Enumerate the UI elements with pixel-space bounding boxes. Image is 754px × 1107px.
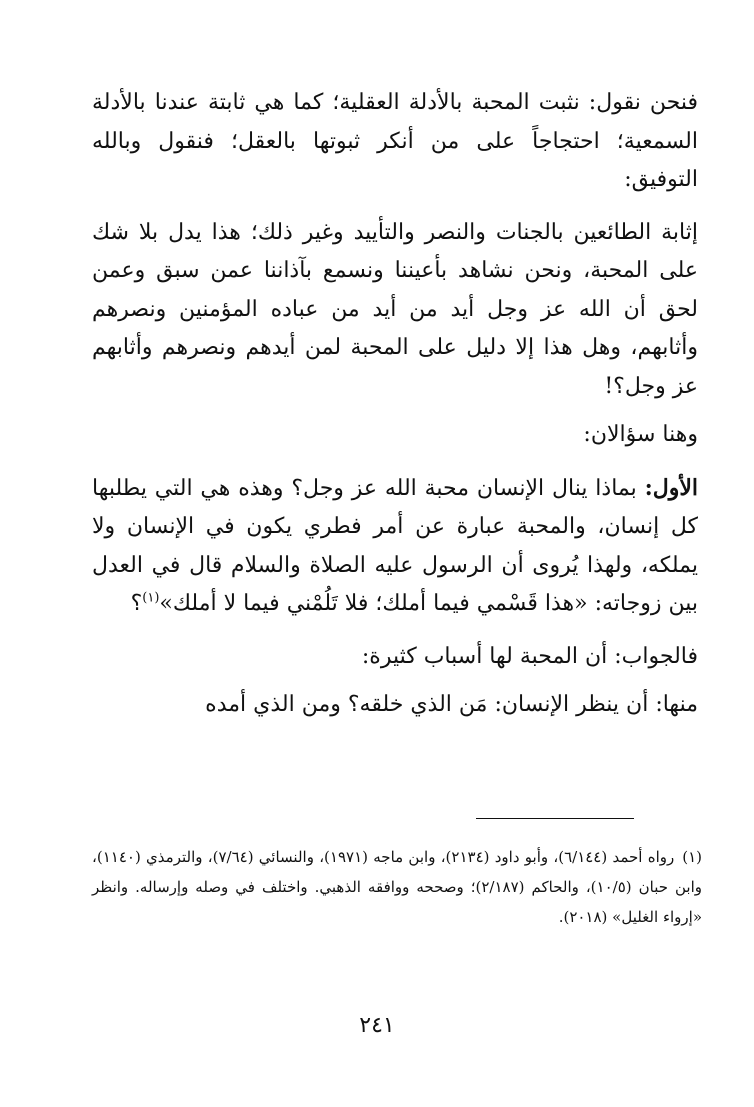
paragraph-1: فنحن نقول: نثبت المحبة بالأدلة العقلية؛ كما هي ثابتة عندنا بالأدلة السمعية؛ احتجاجاً على من أنكر ثبوتها بالعقل؛ فنقول وبالله التوفيق:	[92, 90, 698, 192]
paragraph-4-body: بماذا ينال الإنسان محبة الله عز وجل؟ وهذه هي التي يطلبها كل إنسان، والمحبة عبارة عن أمر فطري يكون في الإنسان ولا يملكه، ولهذا يُروى أن الرسول عليه الصلاة والسلام قال في العدل بين زوجاته: «هذا قَسْمي فيما أملك؛ فلا تَلُمْني فيما لا أملك»	[92, 475, 698, 616]
footnote-text: رواه أحمد (٦/١٤٤)، وأبو داود (٢١٣٤)، وابن ماجه (١٩٧١)، والنسائي (٧/٦٤)، والترمذي (١١٤٠)، وابن حبان (١٠/٥)، والحاكم (٢/١٨٧)؛ وصححه ووافقه الذهبي. واختلف في وصله وإرساله. وانظر «إرواء الغليل» (٢٠١٨).	[92, 848, 702, 926]
footnote-separator	[476, 818, 634, 819]
footnote-reference: (١)	[142, 590, 160, 606]
footnote-number: (١)	[682, 848, 703, 866]
footnotes	[92, 842, 702, 932]
paragraph-3: وهنا سؤالان:	[583, 422, 698, 447]
main-text	[92, 84, 698, 725]
paragraph-4-lead: الأول:	[644, 474, 698, 501]
footnote-1	[92, 842, 702, 932]
paragraph-6: منها: أن ينظر الإنسان: مَن الذي خلقه؟ ومن الذي أمده	[205, 692, 698, 717]
paragraph-4	[92, 469, 698, 624]
paragraph-5: فالجواب: أن المحبة لها أسباب كثيرة:	[361, 643, 698, 669]
paragraph-2: إثابة الطائعين بالجنات والنصر والتأييد وغير ذلك؛ هذا يدل بلا شك على المحبة، ونحن نشاهد بأعيننا ونسمع بآذاننا عمن سبق وعمن لحق أن الله عز وجل أيد من أيد من عباده المؤمنين ونصرهم وأثابهم، وهل هذا إلا دليل على المحبة لمن أيدهم ونصرهم وأثابهم عز وجل؟!	[92, 219, 698, 399]
paragraph-4-tail: ؟	[130, 591, 143, 616]
page-number: ٢٤١	[359, 1013, 395, 1038]
